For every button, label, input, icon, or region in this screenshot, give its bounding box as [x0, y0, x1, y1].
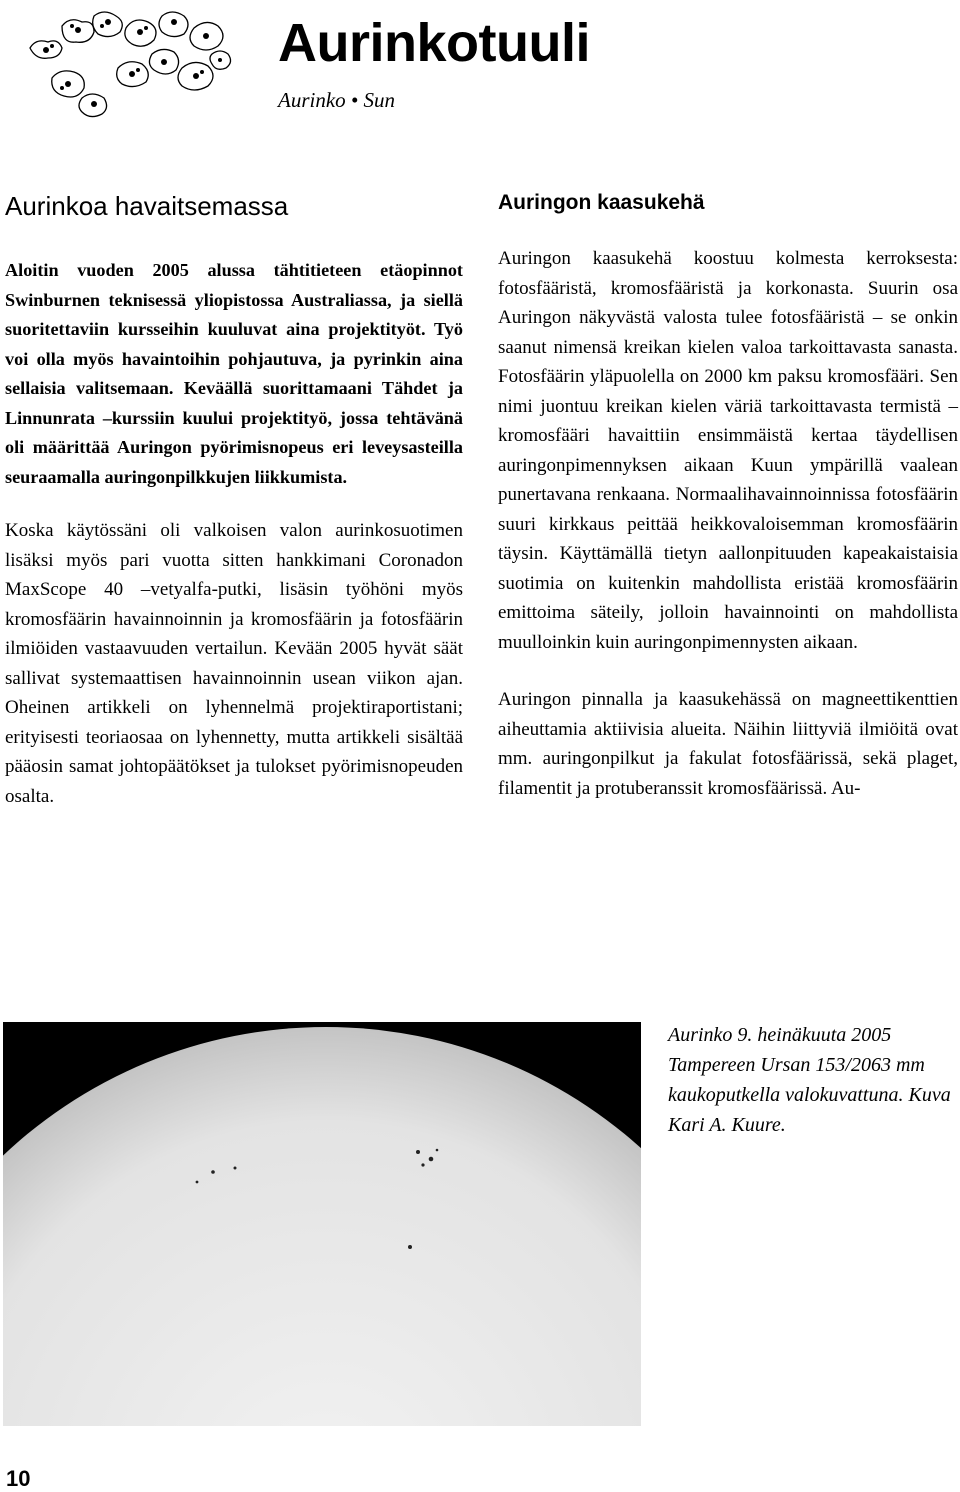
photo-caption: Aurinko 9. heinäkuuta 2005 Tampereen Ursan 153/2063 mm kaukoputkella valokuvattuna. Kuva Kari A. Kuure. [668, 1024, 951, 1136]
page-title: Aurinkotuuli [278, 13, 590, 73]
right-column [498, 188, 958, 803]
solar-disk [3, 1027, 641, 1426]
article-paragraph-1: Auringon kaasukehä koostuu kolmesta kerroksesta: fotosfääristä, kromosfääristä ja korkonasta. Suurin osa Auringon näkyvästä valosta tulee fotosfääristä – se onkin saanut nimensä kreikan kielen valoa tarkoittavasta sanasta. Fotosfäärin yläpuolella on 2000 km paksu kromosfääri. Sen nimi juontuu kreikan kielen väriä tarkoittavasta termistä – kromosfääri havaittiin ensimmäistä kertaa täydellisen auringonpimennyksen aikaan Kuun ympärillä vaalean punertavana renkaana. Normaalihavainnoinnissa fotosfäärin suuri kirkkaus peittää heikkovaloisemman kromosfäärin täysin. Käyttämällä tietyn aallonpituuden kapeakaistaisia suotimia on kuitenkin mahdollista eristää kromosfäärin emittoima säteily, jolloin havainnointi on mahdollista muulloinkin kuin auringonpimennysten aikaan. [498, 248, 958, 653]
article-body-paragraph: Koska käytössäni oli valkoisen valon aurinkosuotimen lisäksi myös pari vuotta sitten hankkimani Coronadon MaxScope 40 –vetyalfa-putki, lisäsin työhöni myös kromosfäärin havainnoinnin ja kromosfäärin ja fotosfäärin ilmiöiden vastaavuuden vertailun. Kevään 2005 hyvät säät sallivat systemaattisen havainnoinnin usean viikon ajan. Oheinen artikkeli on lyhennelmä projektiraportistani; erityisesti teoriaosaa on lyhennetty, mutta artikkeli sisältää pääosin samat johtopäätökset ja tulokset pyörimisnopeuden osalta. [5, 520, 463, 807]
article-heading-left: Aurinkoa havaitsemassa [5, 191, 289, 221]
article-heading-right: Auringon kaasukehä [498, 191, 705, 214]
page-number: 10 [6, 1466, 31, 1491]
left-column [5, 188, 463, 811]
sunspot-sketch-illustration [22, 8, 237, 126]
article-lede: Aloitin vuoden 2005 alussa tähtitieteen etäopinnot Swinburnen teknisessä yliopistossa Australiassa, ja siellä suoritettaviin kursseihin kuuluvat aina projektityöt. Työ voi olla myös havaintoihin pohjautuva, ja pyrinkin aina sellaisia valitsemaan. Keväällä suorittamaani Tähdet ja Linnunrata –kurssiin kuului projektityö, jossa tehtävänä oli määrittää Auringon pyörimisnopeus eri leveysasteilla seuraamalla auringonpilkkujen liikkumista. [5, 260, 463, 487]
section-subtitle: Aurinko • Sun [278, 88, 396, 112]
sun-photograph [3, 1022, 641, 1426]
article-paragraph-2: Auringon pinnalla ja kaasukehässä on magneettikenttien aiheuttamia aktiivisia alueita. Näihin liittyviä ilmiöitä ovat mm. auringonpilkut ja fakulat fotosfäärissä, sekä plaget, filamentit ja protuberanssit kromosfäärissä. Au- [498, 689, 958, 799]
